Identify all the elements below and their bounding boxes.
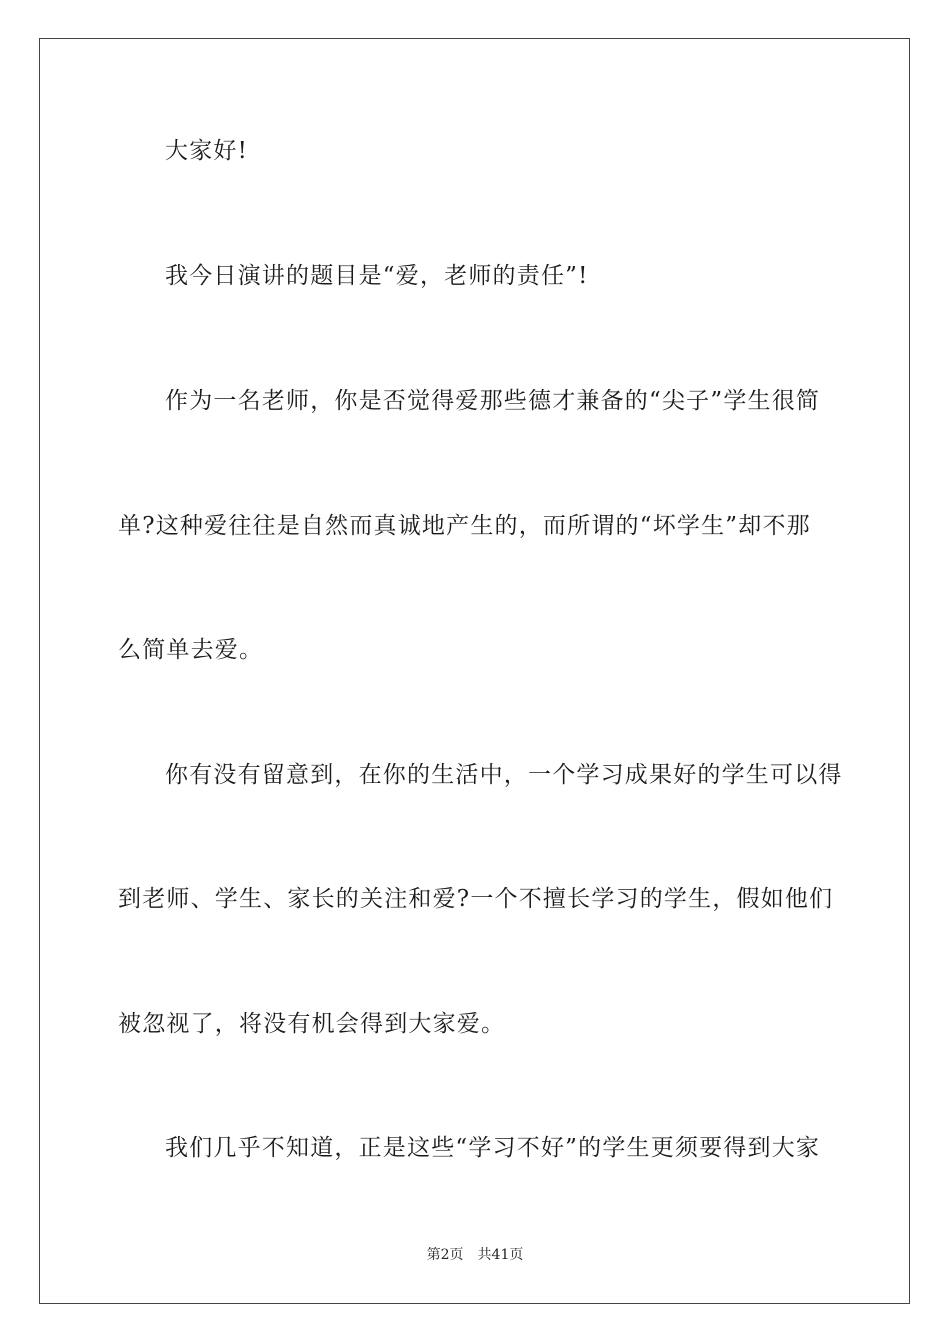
paragraph-line: 么简单去爱。	[118, 637, 264, 663]
total-pages: 共41页	[477, 1247, 524, 1263]
paragraph-line: 单?这种爱往往是自然而真诚地产生的，而所谓的“坏学生”却不那	[118, 513, 811, 539]
page-border	[39, 38, 910, 1304]
paragraph-line: 作为一名老师，你是否觉得爱那些德才兼备的“尖子”学生很简	[165, 388, 821, 414]
page-footer	[0, 1246, 950, 1264]
paragraph-line: 被忽视了，将没有机会得到大家爱。	[118, 1011, 506, 1037]
paragraph-line: 你有没有留意到，在你的生活中，一个学习成果好的学生可以得	[165, 762, 843, 788]
paragraph-line: 到老师、学生、家长的关注和爱?一个不擅长学习的学生，假如他们	[118, 886, 834, 912]
paragraph-line: 我们几乎不知道，正是这些“学习不好”的学生更须要得到大家	[165, 1135, 821, 1161]
page-number: 第2页	[426, 1247, 464, 1263]
speech-topic-paragraph: 我今日演讲的题目是“爱，老师的责任”!	[165, 263, 589, 289]
greeting-paragraph: 大家好!	[165, 138, 249, 164]
